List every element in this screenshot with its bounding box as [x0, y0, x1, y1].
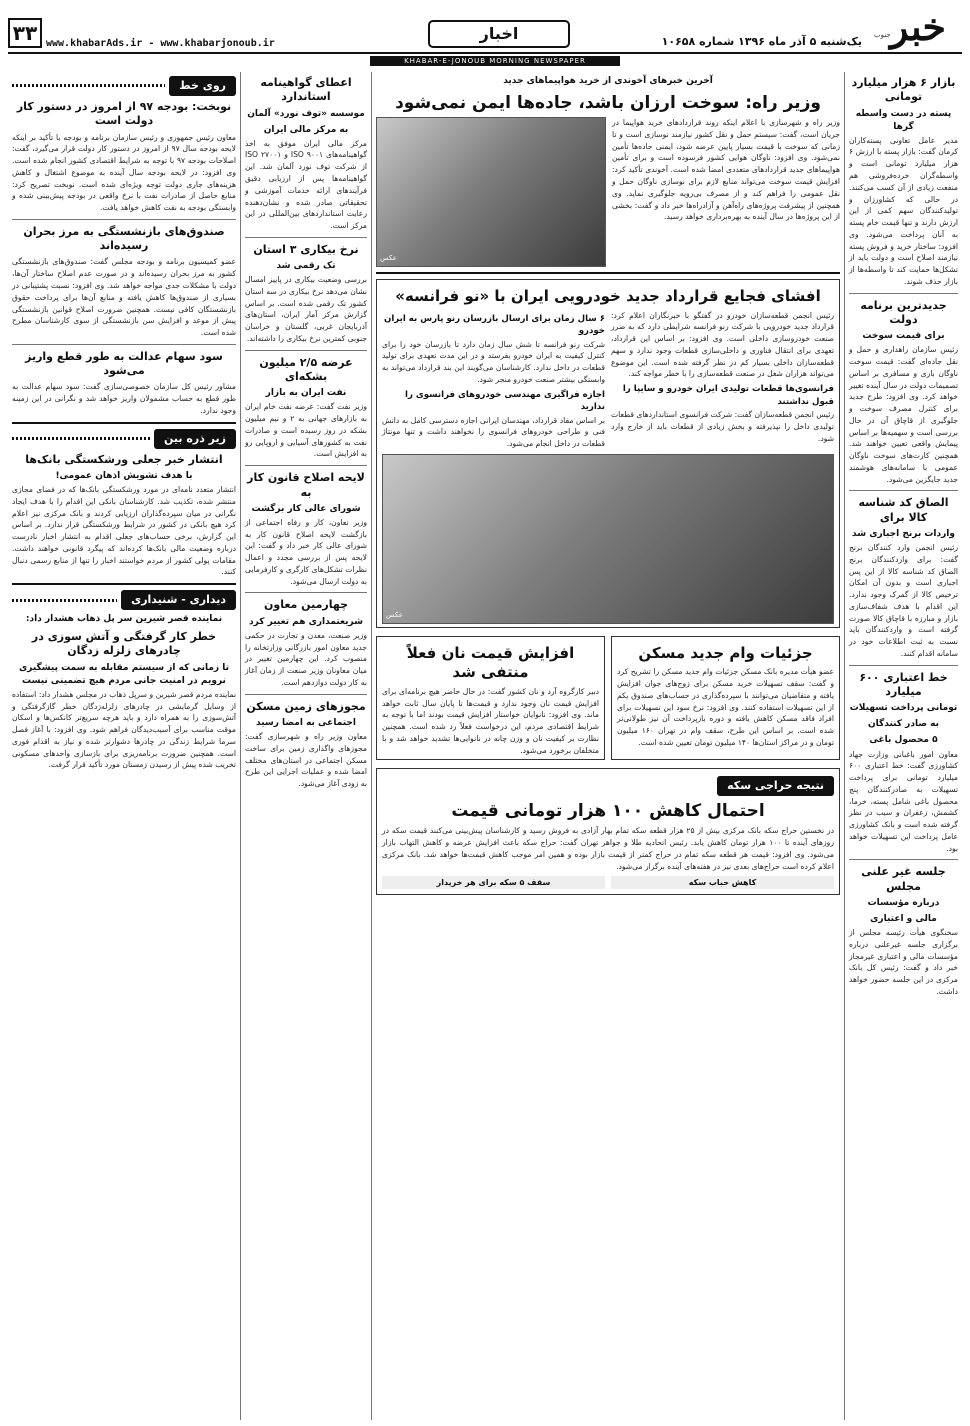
renault-body: رئیس انجمن قطعه‌سازان خودرو در گفتگو با خبرنگاران اعلام کرد: قرارداد جدید خودرویی با شرکت رنو فرانسه شرایطی دارد که به ضرر صنعت خودروسازی داخلی است. وی افزود: بر اساس این قرارداد، تعهدی برای انتقال فناوری و داخلی‌سازی قطعات وجود ندارد و سهم قطعه‌سازان داخلی بسیار کم در نظر گرفته شده است. این موضوع می‌تواند هزاران شغل در صنعت قطعه‌سازی را با خطر مواجه کند.: [611, 310, 834, 379]
story-subtitle: واردات برنج اجباری شد: [852, 529, 955, 540]
column-right: [844, 72, 962, 1420]
story-title: لایحه اصلاح قانون کار به: [247, 471, 365, 499]
story-title: خطر کار گرفتگی و آتش سوزی در چادرهای زلزله زدگان: [31, 630, 217, 658]
divider: [245, 592, 367, 593]
coin-headline: احتمال کاهش ۱۰۰ هزار تومانی قیمت: [451, 801, 765, 822]
divider: [849, 665, 958, 666]
story-body: وزیر صنعت، معدن و تجارت در حکمی جدید معاون امور بازرگانی وزارتخانه را منصوب کرد. این چهارمین تغییر در میان معاونان وزیر صنعت از زمان آغاز به کار دولت دوازدهم است.: [245, 630, 367, 687]
story-subtitle: شریعتمداری هم تغییر کرد: [249, 616, 363, 627]
story-subtitle: به مرکز مالی ایران: [263, 124, 349, 135]
divider: [376, 272, 840, 274]
section-tag: [12, 429, 236, 449]
story-subtitle: ۵ محصول باغی: [869, 735, 938, 746]
column-left-center: [240, 72, 372, 1420]
story-subtitle: تک رقمی شد: [276, 261, 336, 272]
story-title: الصاق کد شناسه کالا برای: [858, 496, 949, 524]
story-subtitle: درباره مؤسسات: [867, 897, 940, 908]
story-title: مجوزهای زمین مسکن: [246, 699, 366, 713]
story-body: مدیر عامل تعاونی پسته‌کاران کرمان گفت: بازار پسته با ارزش ۶ هزار میلیارد تومانی است و واسطه‌گران خرده‌فروشی هم منفعت زیادی از آن کسب می‌کنند. در حالی که کشاورزان و تولیدکنندگان سهم کمی از این ارزش دارند و تنها قیمت خام پسته به آنان پرداخت می‌شود. وی افزود: ساختار خرید و فروش پسته نیازمند اصلاح است و دولت باید از تشکل‌ها حمایت کند تا واسطه‌ها از بازار حذف شوند.: [849, 135, 958, 286]
renault-subhead: ۶ سال زمان برای ارسال بازرسان رنو پارس به ایران خودرو: [384, 313, 605, 337]
coin-subhead: سقف ۵ سکه برای هر خریدار: [382, 876, 605, 890]
story-body: معاون امور باغبانی وزارت جهاد کشاورزی گفت: خط اعتباری ۶۰۰ میلیارد تومانی برای پرداخت تسهیلات به صادرکنندگان پنج محصول باغی شامل پسته، خرما، کشمش، زعفران و سیب در نظر گرفته شده است و بانک کشاورزی عامل پرداخت این تسهیلات خواهد بود.: [849, 749, 958, 853]
coin-story-box: [376, 768, 840, 895]
story-subtitle: اجتماعی به امضا رسید: [256, 717, 356, 728]
masthead: [0, 0, 970, 70]
story-title: اعطای گواهینامه استاندارد: [260, 76, 352, 104]
divider: [12, 344, 236, 345]
tag-rule: [12, 84, 165, 87]
story-title: عرضه ۲/۵ میلیون بشکه‌ای: [259, 355, 353, 384]
story-subtitle: تومانی پرداخت تسهیلات: [849, 703, 958, 714]
section-title: اخبار: [428, 20, 570, 48]
section-tag: [12, 590, 236, 610]
story-subtitle: به صادر کنندگان: [867, 719, 940, 730]
official-photo: [382, 454, 834, 624]
renault-headline: افشای فجایع قرارداد جدید خودرویی ایران با «نو فرانسه»: [395, 287, 821, 306]
bread-headline: افزایش قیمت نان فعلاً منتفی شد: [406, 643, 575, 682]
photo-label: عکس: [386, 610, 403, 619]
divider: [849, 490, 958, 491]
section-tag-label: دیداری - شنیداری: [121, 590, 236, 610]
story-title: انتشار خبر جعلی ورشکستگی بانک‌ها: [25, 452, 223, 466]
lead-kicker: آخرین خبرهای آخوندی از خرید هواپیماهای جدید: [503, 76, 713, 86]
coin-tag-label: نتیجه حراجی سکه: [717, 776, 834, 796]
bread-story-box: [376, 636, 605, 761]
section-tag: [12, 76, 236, 96]
logo-text: خبر: [890, 4, 946, 49]
renault-subhead: فرانسوی‌ها قطعات تولیدی ایران خودرو و سایپا را قبول نداشتند: [622, 384, 834, 407]
divider: [12, 422, 236, 424]
column-left: [8, 72, 240, 1420]
story-body: مرکز مالی ایران موفق به اخذ گواهینامه‌های ISO ۹۰۰۱ و ISO ۲۷۰۰۱ از شرکت توف نورد آلمان شد. این گواهینامه‌ها پس از ارزیابی دقیق فرآیندهای ارائه خدمات آموزشی و تحقیقاتی صادر شده و نشان‌دهنده رعایت استانداردهای بین‌المللی در این مرکز است.: [245, 138, 367, 231]
story-title: چهارمین معاون: [263, 598, 349, 612]
photo-label: عکس: [380, 254, 397, 262]
divider: [12, 583, 236, 585]
site-urls[interactable]: www.khabarAds.ir - www.khabarjonoub.ir: [46, 38, 275, 49]
issue-info: یک‌شنبه ۵ آذر ماه ۱۳۹۶ شماره ۱۰۶۵۸: [661, 35, 862, 48]
story-subtitle: مالی و اعتباری: [870, 914, 937, 925]
renault-sub-body: شرکت رنو فرانسه تا شش سال زمان دارد تا بازرسان خود را برای کنترل کیفیت به ایران خودرو بفرستد و در این مدت تعهدی برای تولید قطعات در داخل ندارد. کارشناسان می‌گویند این بند قرارداد می‌تواند به وابستگی بیشتر صنعت خودرو منجر شود.: [382, 339, 605, 384]
page-number: ۳۳: [8, 18, 42, 48]
minister-photo: [376, 117, 606, 267]
coin-body: در نخستین حراج سکه بانک مرکزی بیش از ۲۵ هزار قطعه سکه تمام بهار آزادی به فروش رسید و کارشناسان پیش‌بینی می‌کنند قیمت سکه در روزهای آینده تا ۱۰۰ هزار تومان کاهش یابد. رئیس اتحادیه طلا و جواهر تهران گفت: حراج سکه باعث افزایش عرضه و کاهش التهاب بازار می‌شود. وی افزود: قیمت هر قطعه سکه تمام در حراج کمتر از قیمت بازار بوده و همین امر موجب کاهش قیمت‌ها خواهد شد. بانک مرکزی اعلام کرده است حراج‌های بعدی نیز در هفته‌های آینده برگزار می‌شود.: [382, 826, 834, 871]
divider: [245, 465, 367, 466]
tag-rule: [12, 437, 150, 440]
story-title: جدیدترین برنامه دولت: [860, 298, 947, 326]
renault-sub-body: رئیس انجمن قطعه‌سازان گفت: شرکت فرانسوی استانداردهای قطعات تولیدی داخل را نپذیرفته و بخش زیادی از قطعات باید از خارج وارد شود.: [611, 410, 834, 443]
story-body: رئیس سازمان راهداری و حمل و نقل جاده‌ای گفت: قیمت سوخت ناوگان باری و مسافری بر اساس تصمیمات دولت در سال آینده تغییر خواهد کرد. وی افزود: طرح جدید برای کنترل مصرف سوخت و جلوگیری از قاچاق آن در حال بررسی است و سهمیه‌ها بر اساس پیمایش واقعی تعیین خواهند شد. همچنین کارت‌های سوخت ناوگان عمومی با سامانه‌های هوشمند جدید جایگزین می‌شود.: [849, 345, 958, 484]
divider: [12, 219, 236, 220]
story-body: نماینده مردم قصر شیرین و سرپل ذهاب در مجلس هشدار داد: استفاده از وسایل گرمایشی در چادرهای زلزله‌زدگان خطر گازگرفتگی و آتش‌سوزی را به همراه دارد و باید هرچه سریع‌تر کانکس‌ها و اسکان موقت مناسب برای آسیب‌دیدگان فراهم شود. وی افزود: با آغاز فصل سرما شرایط زندگی در چادرها دشوارتر شده و نیاز به اقدام فوری است. همچنین ضرورت برنامه‌ریزی برای بازسازی واحدهای مسکونی تخریب شده پیش از رسیدن زمستان مورد تأکید قرار گرفت.: [12, 689, 236, 770]
story-body: معاون رئیس جمهوری و رئیس سازمان برنامه و بودجه با تأکید بر اینکه لایحه بودجه سال ۹۷ از امروز در دستور کار دولت قرار می‌گیرد، گفت: اصلاحات بودجه ۹۷ با توجه به شرایط اقتصادی کشور انجام شده است. وی افزود: در لایحه بودجه سال آینده به موضوع اشتغال و کاهش هزینه‌های جاری دولت توجه ویژه‌ای شده است. نوبخت تصریح کرد: منابع حاصل از صادرات نفت با نرخ واقعی در بودجه پیش‌بینی شده و وابستگی بودجه به نفت کاهش خواهد یافت.: [12, 132, 236, 213]
coin-subhead: کاهش حباب سکه: [611, 876, 834, 890]
divider: [849, 293, 958, 294]
story-title: بازار ۶ هزار میلیارد تومانی: [851, 76, 956, 104]
story-body: سخنگوی هیأت رئیسه مجلس از برگزاری جلسه غیرعلنی درباره مؤسسات مالی و اعتباری غیرمجاز خبر داد و گفت: رئیس کل بانک مرکزی در این جلسه حضور خواهد داشت.: [849, 928, 958, 996]
story-title: نرخ بیکاری ۳ استان: [253, 242, 359, 256]
column-middle: [372, 72, 844, 1420]
story-subtitle: تا زمانی که از سیستم مقابله به سمت پیشگیری نرویم در امنیت جانی مردم هیچ تضمینی نیست: [19, 662, 229, 686]
story-subtitle: برای قیمت سوخت: [862, 331, 945, 342]
story-body: عضو کمیسیون برنامه و بودجه مجلس گفت: صندوق‌های بازنشستگی کشور به مرز بحران رسیده‌اند و در صورت عدم اصلاح ساختار آن‌ها، دولت با مشکلات جدی مواجه خواهد شد. وی افزود: نسبت پشتیبانی در بسیاری از صندوق‌ها کاهش یافته و منابع آن‌ها برای پرداخت حقوق بازنشستگان کافی نیست. همچنین ضرورت اصلاح قوانین بازنشستگی پیش از موعد و افزایش سن بازنشستگی از سوی کارشناسان مطرح شده است.: [12, 257, 236, 338]
story-title: خط اعتباری ۶۰۰ میلیارد: [859, 670, 948, 699]
story-subtitle: نفت ایران به بازار: [265, 388, 347, 399]
divider: [245, 350, 367, 351]
story-body: معاون وزیر راه و شهرسازی گفت: مجوزهای واگذاری زمین برای ساخت مسکن اجتماعی در استان‌های مختلف امضا شده و عملیات اجرایی این طرح به زودی آغاز می‌شود.: [245, 731, 367, 789]
masthead-bar: KHABAR-E-JONOUB MORNING NEWSPAPER: [370, 56, 620, 66]
story-body: بررسی وضعیت بیکاری در پاییز امسال نشان می‌دهد نرخ بیکاری در سه استان کشور تک رقمی شده است. بر اساس گزارش مرکز آمار ایران، استان‌های آذربایجان غربی، گلستان و خراسان جنوبی کمترین نرخ بیکاری را داشته‌اند.: [245, 275, 367, 343]
story-subtitle: موسسه «توف نورد» آلمان: [247, 108, 365, 119]
newspaper-logo: [872, 4, 964, 50]
bread-body: دبیر کارگروه آرد و نان کشور گفت: در حال حاضر هیچ برنامه‌ای برای افزایش قیمت نان وجود ندارد و قیمت‌ها تا پایان سال ثابت خواهد ماند. وی افزود: نانوایان خواستار افزایش قیمت بودند اما با توجه به شرایط اقتصادی مردم، این درخواست فعلاً رد شده است. همچنین نظارت بر کیفیت نان و وزن چانه در نانوایی‌ها تشدید خواهد شد و با متخلفان برخورد می‌شود.: [382, 686, 599, 755]
divider: [849, 859, 958, 860]
lead-headline: وزیر راه: سوخت ارزان باشد، جاده‌ها ایمن نمی‌شود: [395, 93, 821, 114]
mortgage-body: عضو هیأت مدیره بانک مسکن جزئیات وام جدید مسکن را تشریح کرد و گفت: سقف تسهیلات خرید مسکن برای زوج‌های جوان افزایش یافته و متقاضیان می‌توانند با سپرده‌گذاری در حساب‌های صندوق یکم از این تسهیلات استفاده کنند. وی افزود: نرخ سود این تسهیلات برای افراد فاقد مسکن کاهش یافته و دوره بازپرداخت آن نیز طولانی‌تر شده است. بر اساس این طرح، سقف وام در تهران ۱۶۰ میلیون تومان و در مراکز استان‌ها ۱۴۰ میلیون تومان تعیین شده است.: [617, 667, 835, 747]
renault-story-box: [376, 279, 840, 628]
story-subtitle: پسته در دست واسطه گرها: [855, 108, 952, 132]
story-title: نوبخت: بودجه ۹۷ از امروز در دستور کار دولت است: [16, 99, 232, 128]
story-subtitle: شورای عالی کار برگشت: [251, 503, 361, 514]
divider: [245, 237, 367, 238]
renault-sub-body: بر اساس مفاد قرارداد، مهندسان ایرانی اجازه دسترسی کامل به دانش فنی و طراحی خودروهای فرانسوی را نخواهند داشت و تنها مونتاژ قطعات در داخل انجام می‌شود.: [382, 415, 605, 449]
logo-sub: جنوب: [874, 31, 891, 39]
story-body: رئیس انجمن وارد کنندگان برنج گفت: برای واردکنندگان برنج الصاق کد شناسه کالا از این پس اجباری است و بدون آن امکان ترخیص کالا از گمرک وجود ندارد. این اقدام با هدف شفاف‌سازی بازار و مبارزه با قاچاق کالا صورت گرفته است و واردکنندگان باید نسبت به ثبت اطلاعات خود در سامانه اقدام کنند.: [849, 543, 958, 658]
story-body: وزیر تعاون، کار و رفاه اجتماعی از بازگشت لایحه اصلاح قانون کار به شورای عالی کار خبر داد و گفت: این لایحه پس از بررسی مجدد و اعمال نظرات تشکل‌های کارگری و کارفرمایی به دولت ارسال می‌شود.: [245, 517, 367, 586]
renault-subhead: اجازه فراگیری مهندسی خودروهای فرانسوی را ندارید: [405, 389, 605, 413]
story-subtitle: با هدف تشویش اذهان عمومی!: [55, 470, 193, 481]
tag-rule: [12, 599, 117, 602]
mortgage-headline: جزئیات وام جدید مسکن: [638, 643, 813, 662]
mortgage-story-box: [611, 636, 840, 761]
lead-body: وزیر راه و شهرسازی با اعلام اینکه روند قراردادهای خرید هواپیما در جریان است، گفت: سیستم حمل و نقل کشور نیازمند نوسازی است و تا زمانی که سوخت با قیمت بسیار پایین عرضه شود، ایمنی جاده‌ها تأمین نمی‌شود. وی افزود: ناوگان هوایی کشور فرسوده است و برای تأمین هواپیماهای جدید قراردادهای متعددی امضا شده است. آخوندی تأکید کرد: افزایش قیمت سوخت می‌تواند منابع لازم برای نوسازی ناوگان حمل و نقل عمومی را فراهم کند و از مصرف بی‌رویه جلوگیری نماید. وی همچنین از پیشرفت پروژه‌های راه‌آهن و آزادراه‌ها خبر داد و گفت: بخشی از این پروژه‌ها در سال آینده به بهره‌برداری خواهد رسید.: [612, 118, 840, 222]
story-title: صندوق‌های بازنشستگی به مرز بحران رسیده‌اند: [23, 224, 225, 253]
story-body: انتشار متعدد نامه‌ای در مورد ورشکستگی بانک‌ها که در فضای مجازی منتشر شده، تکذیب شد. کارشناسان بانکی این اقدام را با هدف ایجاد نگرانی در میان سپرده‌گذاران ارزیابی کردند و بانک مرکزی نیز اعلام کرد هیچ بانکی در کشور در شرایط ورشکستگی قرار ندارد. بر اساس این گزارش، برخی حساب‌های جعلی اقدام به انتشار اخبار نادرست درباره وضعیت مالی بانک‌ها کرده‌اند که پیگرد قانونی خواهند داشت. مقامات پولی کشور از مردم خواستند اخبار را تنها از منابع رسمی دنبال کنند.: [12, 485, 236, 577]
story-kicker: نماینده قصر شیرین سر پل ذهاب هشدار داد:: [25, 614, 223, 625]
section-tag-label: روی خط: [169, 76, 236, 96]
section-tag-label: زیر ذره بین: [154, 429, 236, 449]
story-body: وزیر نفت گفت: عرضه نفت خام ایران به بازارهای جهانی به ۲ و نیم میلیون بشکه در روز رسیده است و صادرات نفت به کشورهای آسیایی و اروپایی رو به افزایش است.: [245, 402, 367, 459]
story-title: سود سهام عدالت به طور قطع واریز می‌شود: [25, 349, 223, 378]
story-body: مشاور رئیس کل سازمان خصوصی‌سازی گفت: سود سهام عدالت به طور قطع به حساب مشمولان واریز خواهد شد و نگرانی در این زمینه وجود ندارد.: [12, 382, 236, 415]
divider: [245, 694, 367, 695]
header-rule: [8, 52, 962, 54]
story-title: جلسه غیر علنی مجلس: [861, 865, 946, 893]
coin-tag: [382, 776, 834, 796]
